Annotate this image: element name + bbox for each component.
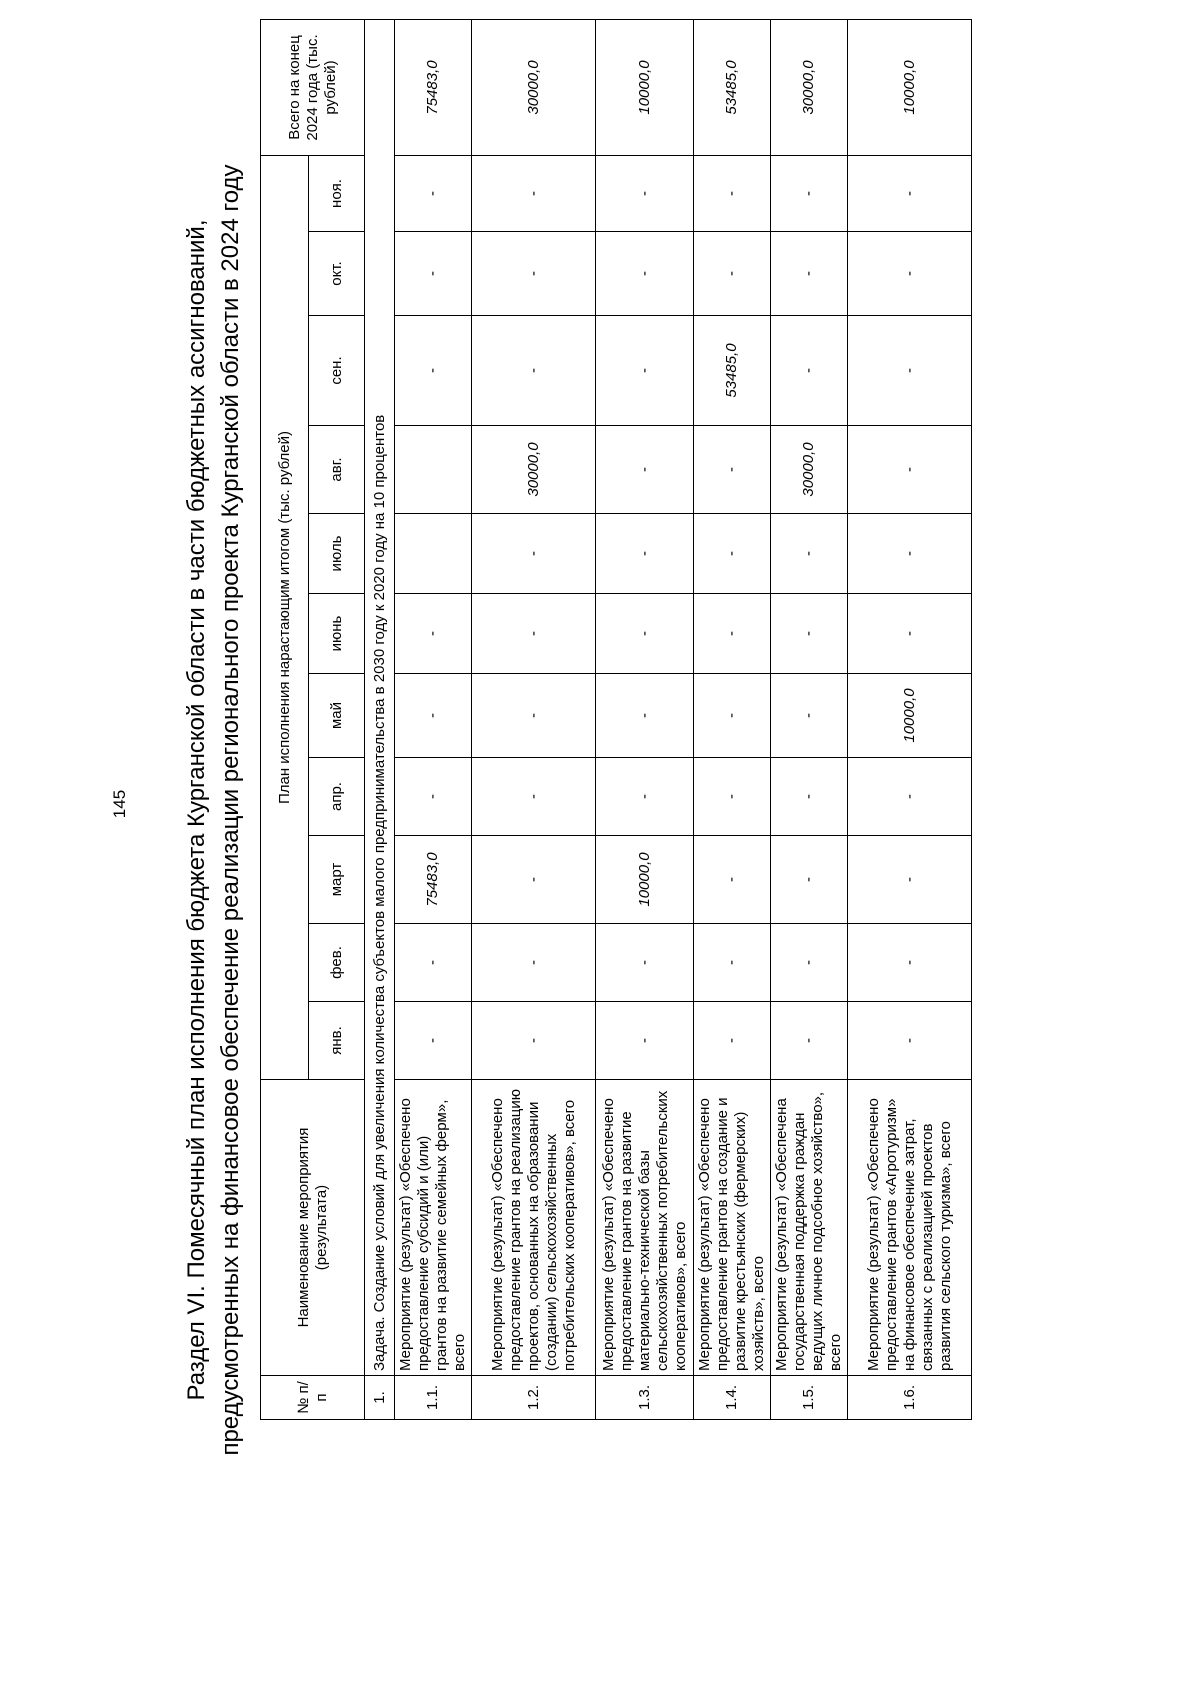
month-value-cell: -	[848, 594, 972, 674]
row-num: 1.2.	[472, 1376, 596, 1420]
month-value-cell: -	[596, 924, 694, 1002]
month-value-cell: -	[771, 594, 848, 674]
month-value-cell: -	[596, 758, 694, 836]
month-value-cell: -	[848, 316, 972, 426]
row-total: 10000,0	[848, 20, 972, 156]
month-value-cell: -	[694, 674, 771, 758]
month-value-cell: -	[472, 758, 596, 836]
page-number: 145	[110, 789, 129, 819]
month-value-cell: -	[694, 924, 771, 1002]
month-value-cell: -	[596, 232, 694, 316]
month-value-cell: -	[771, 1002, 848, 1080]
month-value-cell: -	[848, 836, 972, 924]
month-value-cell: -	[395, 674, 472, 758]
month-value-cell: -	[771, 232, 848, 316]
section-title	[180, 100, 248, 1520]
month-value-cell: -	[771, 156, 848, 232]
table-row	[694, 20, 771, 1420]
row-num: 1.1.	[395, 1376, 472, 1420]
month-value-cell: -	[472, 594, 596, 674]
row-name: Мероприятие (результат) «Обеспечено предоставление субсидий и (или) грантов на развитие семейных ферм», всего	[395, 1080, 472, 1376]
month-value-cell: -	[596, 426, 694, 514]
month-value-cell: -	[848, 1002, 972, 1080]
header-month: ноя.	[309, 156, 365, 232]
month-value-cell: -	[395, 1002, 472, 1080]
month-value-cell: -	[771, 316, 848, 426]
month-value-cell: -	[848, 426, 972, 514]
header-plan-group: План исполнения нарастающим итогом (тыс. рублей)	[261, 156, 309, 1080]
row-total: 30000,0	[472, 20, 596, 156]
row-num: 1.4.	[694, 1376, 771, 1420]
month-value-cell: -	[472, 674, 596, 758]
month-value-cell: -	[395, 232, 472, 316]
header-month: янв.	[309, 1002, 365, 1080]
task-row	[365, 20, 395, 1420]
month-value-cell: -	[694, 426, 771, 514]
row-num: 1.3.	[596, 1376, 694, 1420]
month-value-cell: 30000,0	[771, 426, 848, 514]
header-month: апр.	[309, 758, 365, 836]
month-value-cell: 10000,0	[596, 836, 694, 924]
month-value-cell: -	[472, 836, 596, 924]
month-value-cell: -	[395, 594, 472, 674]
month-value-cell: -	[694, 1002, 771, 1080]
month-value-cell: -	[472, 232, 596, 316]
month-value-cell	[395, 426, 472, 514]
row-name: Мероприятие (результат) «Обеспечено предоставление грантов на развитие материально-технической базы сельскохозяйственных потребительских кооперативов», всего	[596, 1080, 694, 1376]
header-month: март	[309, 836, 365, 924]
month-value-cell: -	[472, 156, 596, 232]
rotated-page-content	[180, 34, 1080, 1520]
month-value-cell: -	[771, 836, 848, 924]
row-name: Мероприятие (результат) «Обеспечено предоставление грантов на реализацию проектов, основанных на образовании (создании) сельскохозяйственных потребительских кооперативов», всего	[472, 1080, 596, 1376]
month-value-cell	[395, 514, 472, 594]
month-value-cell: -	[472, 316, 596, 426]
month-value-cell: -	[694, 514, 771, 594]
month-value-cell: -	[771, 924, 848, 1002]
month-value-cell: 10000,0	[848, 674, 972, 758]
header-row-1	[261, 20, 309, 1420]
month-value-cell: -	[596, 514, 694, 594]
month-value-cell: -	[848, 514, 972, 594]
month-value-cell: -	[771, 514, 848, 594]
header-month: окт.	[309, 232, 365, 316]
month-value-cell: -	[472, 924, 596, 1002]
month-value-cell: -	[848, 156, 972, 232]
row-num: 1.5.	[771, 1376, 848, 1420]
month-value-cell: 53485,0	[694, 316, 771, 426]
row-total: 75483,0	[395, 20, 472, 156]
month-value-cell: -	[694, 594, 771, 674]
month-value-cell: -	[596, 156, 694, 232]
month-value-cell: -	[395, 758, 472, 836]
table-row	[395, 20, 472, 1420]
row-name: Мероприятие (результат) «Обеспечена государственная поддержка граждан ведущих личное подсобное хозяйство», всего	[771, 1080, 848, 1376]
title-line-2: предусмотренных на финансовое обеспечение реализации регионального проекта Курганской области в 2024 году	[217, 164, 244, 1456]
title-line-1: Раздел VI. Помесячный план исполнения бюджета Курганской области в части бюджетных ассигнований,	[183, 219, 210, 1401]
month-value-cell: -	[395, 316, 472, 426]
month-value-cell: -	[596, 674, 694, 758]
month-value-cell: -	[596, 316, 694, 426]
month-value-cell: -	[848, 232, 972, 316]
month-value-cell: -	[596, 594, 694, 674]
month-value-cell: -	[848, 758, 972, 836]
month-value-cell: -	[694, 758, 771, 836]
row-num: 1.6.	[848, 1376, 972, 1420]
month-value-cell: 75483,0	[395, 836, 472, 924]
header-num: № п/п	[261, 1376, 365, 1420]
row-name: Мероприятие (результат) «Обеспечено предоставление грантов на создание и развитие крестьянских (фермерских) хозяйств», всего	[694, 1080, 771, 1376]
table-row	[848, 20, 972, 1420]
header-month: фев.	[309, 924, 365, 1002]
row-total: 10000,0	[596, 20, 694, 156]
table-row	[596, 20, 694, 1420]
header-month: июль	[309, 514, 365, 594]
budget-plan-table	[260, 19, 972, 1420]
row-total: 53485,0	[694, 20, 771, 156]
table-row	[472, 20, 596, 1420]
month-value-cell: -	[472, 514, 596, 594]
month-value-cell: -	[771, 758, 848, 836]
month-value-cell: -	[395, 924, 472, 1002]
month-value-cell: -	[771, 674, 848, 758]
header-total: Всего на конец 2024 года (тыс. рублей)	[261, 20, 365, 156]
table-row	[771, 20, 848, 1420]
header-month: май	[309, 674, 365, 758]
month-value-cell: 30000,0	[472, 426, 596, 514]
header-month: авг.	[309, 426, 365, 514]
month-value-cell: -	[395, 156, 472, 232]
month-value-cell: -	[694, 156, 771, 232]
month-value-cell: -	[694, 232, 771, 316]
month-value-cell: -	[596, 1002, 694, 1080]
header-name: Наименование мероприятия (результата)	[261, 1080, 365, 1376]
month-value-cell: -	[472, 1002, 596, 1080]
row-total: 30000,0	[771, 20, 848, 156]
task-text: Задача. Создание условий для увеличения количества субъектов малого предпринимательства в 2030 году к 2020 году на 10 процентов	[365, 20, 395, 1376]
month-value-cell: -	[694, 836, 771, 924]
row-name: Мероприятие (результат) «Обеспечено предоставление грантов «Агротуризм» на финансовое обеспечение затрат, связанных с реализацией проектов развития сельского туризма», всего	[848, 1080, 972, 1376]
header-month: июнь	[309, 594, 365, 674]
header-month: сен.	[309, 316, 365, 426]
month-value-cell: -	[848, 924, 972, 1002]
task-num: 1.	[365, 1376, 395, 1420]
